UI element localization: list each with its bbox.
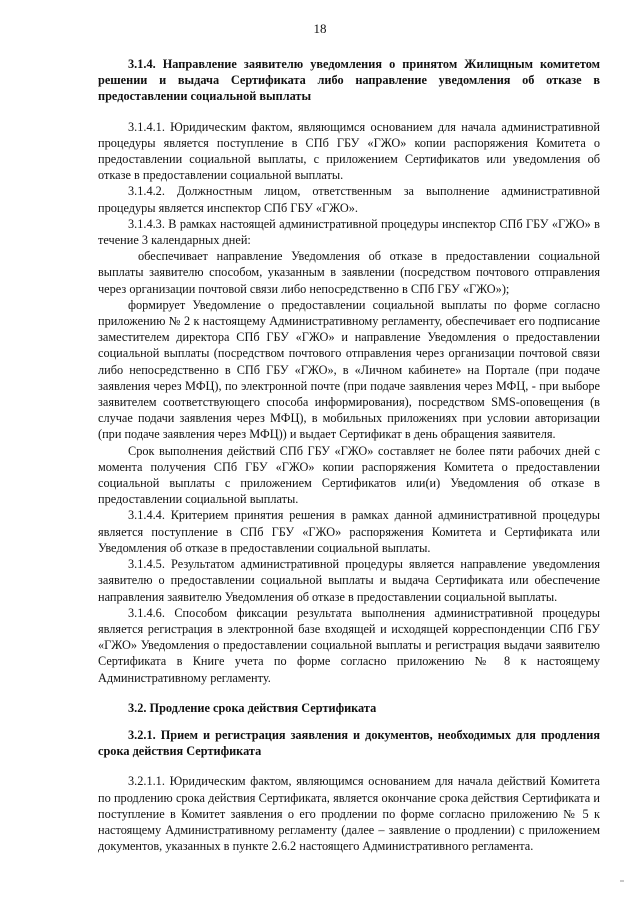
scan-mark xyxy=(620,880,624,882)
section-heading-3-2: 3.2. Продление срока действия Сертификата xyxy=(128,700,377,715)
page-number: 18 xyxy=(313,21,327,36)
paragraph-3-1-4-5: 3.1.4.5. Результатом административной процедуры является направление уведомления заявителю о предоставлении социальной выплаты и выдача Сертификата или обеспечение направления заявителю Уведомления об отказе в предоставлении социальной выплаты. xyxy=(98,557,600,604)
paragraph-3-1-4-4: 3.1.4.4. Критерием принятия решения в рамках данной административной процедуры является поступление в СПб ГБУ «ГЖО» распоряжения Комитета и Сертификата или Уведомления об отказе в предоставлении социальной выплаты. xyxy=(98,508,600,555)
section-heading-3-2-1: 3.2.1. Прием и регистрация заявления и документов, необходимых для продления срока действия Сертификата xyxy=(98,727,600,759)
paragraph-3-1-4-1: 3.1.4.1. Юридическим фактом, являющимся основанием для начала административной процедуры является поступление в СПб ГБУ «ГЖО» копии распоряжения Комитета о предоставлении социальной выплаты, с приложением Сертификатов или уведомления об отказе в предоставлении социальной выплаты. xyxy=(98,119,600,183)
paragraph-deadline: Срок выполнения действий СПб ГБУ «ГЖО» составляет не более пяти рабочих дней с момента получения СПб ГБУ «ГЖО» копии распоряжения Комитета о предоставлении социальной выплаты с приложением Сертификатов или(и) Уведомления об отказе в предоставлении социальной выплаты. xyxy=(98,443,600,507)
paragraph-3-1-4-6: 3.1.4.6. Способом фиксации результата выполнения административной процедуры является регистрация в электронной базе входящей и исходящей корреспонденции СПб ГБУ «ГЖО» Уведомления о предоставлении социальной выплаты и регистрация выдачи заявителю Сертификата в Книге учета по форме согласно приложению № 8 к настоящему Административному регламенту. xyxy=(98,605,600,685)
paragraph-bullet-notice-refusal: обеспечивает направление Уведомления об отказе в предоставлении социальной выплаты заявителю способом, указанным в заявлении (посредством почтового отправления через организации почтовой связи либо непосредственно в СПб ГБУ «ГЖО»); xyxy=(98,249,600,296)
paragraph-3-1-4-3: 3.1.4.3. В рамках настоящей административной процедуры инспектор СПб ГБУ «ГЖО» в течение 3 календарных дней: xyxy=(98,216,600,248)
paragraph-3-1-4-2: 3.1.4.2. Должностным лицом, ответственным за выполнение административной процедуры является инспектор СПб ГБУ «ГЖО». xyxy=(98,184,600,215)
section-heading-3-1-4: 3.1.4. Направление заявителю уведомления о принятом Жилищным комитетом решении и выдача Сертификата либо направление уведомления об отказе в предоставлении социальной выплаты xyxy=(98,57,600,104)
document-body xyxy=(98,56,600,854)
paragraph-3-2-1-1: 3.2.1.1. Юридическим фактом, являющимся основанием для начала действий Комитета по продлению срока действия Сертификата, является окончание срока действия Сертификата и поступление в Комитет заявления о его продлении по форме согласно приложению № 5 к настоящему Административному регламенту (далее – заявление о продлении) с приложением документов, указанных в пункте 2.6.2 настоящего Административного регламента. xyxy=(98,774,600,854)
paragraph-bullet-notice-grant: формирует Уведомление о предоставлении социальной выплаты по форме согласно приложению № 2 к настоящему Административному регламенту, обеспечивает его подписание заместителем директора СПб ГБУ «ГЖО» и направление Уведомления о предоставлении социальной выплаты (посредством почтового отправления через организации почтовой связи либо непосредственно в СПб ГБУ «ГЖО», в «Личном кабинете» на Портале (при подаче заявления через МФЦ), по электронной почте (при подаче заявления через МФЦ, - при выборе заявителем соответствующего способа информирования), посредством SMS-оповещения (в случае подачи заявления через МФЦ), в мобильных приложениях при условии авторизации (при подаче заявления через МФЦ)) и выдает Сертификат в день обращения заявителя. xyxy=(98,297,600,442)
